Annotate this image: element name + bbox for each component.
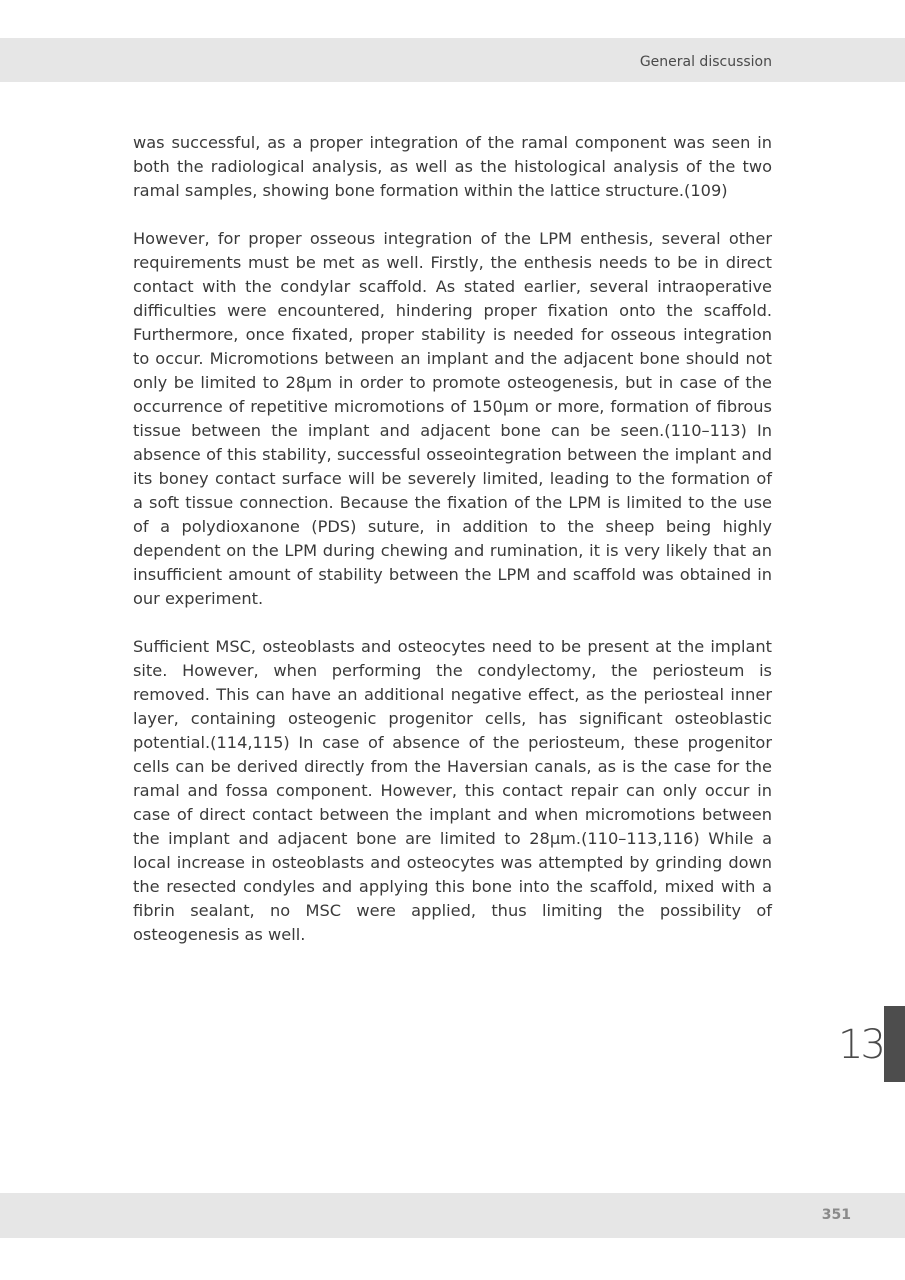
body-text <box>133 131 772 971</box>
chapter-number: 13 <box>838 1022 883 1068</box>
paragraph-3: Sufficient MSC, osteoblasts and osteocytes need to be present at the implant site. However, when performing the condylectomy, the periosteum is removed. This can have an additional negative effect, as the periosteal inner layer, containing osteogenic progenitor cells, has significant osteoblastic potential.(114,115) In case of absence of the periosteum, these progenitor cells can be derived directly from the Haversian canals, as is the case for the ramal and fossa component. However, this contact repair can only occur in case of direct contact between the implant and when micromotions between the implant and adjacent bone are limited to 28µm.(110–113,116) While a local increase in osteoblasts and osteocytes was attempted by grinding down the resected condyles and applying this bone into the scaffold, mixed with a fibrin sealant, no MSC were applied, thus limiting the possibility of osteogenesis as well. <box>133 637 772 944</box>
paragraph-1: was successful, as a proper integration of the ramal component was seen in both the radiological analysis, as well as the histological analysis of the two ramal samples, showing bone formation within the lattice structure.(109) <box>133 133 772 200</box>
chapter-tab-marker <box>884 1006 905 1082</box>
running-head: General discussion <box>639 54 772 70</box>
page-number: 351 <box>821 1207 851 1223</box>
footer-band <box>0 1193 905 1238</box>
paragraph-2: However, for proper osseous integration of the LPM enthesis, several other requirements must be met as well. Firstly, the enthesis needs to be in direct contact with the condylar scaffold. As stated earlier, several intraoperative difficulties were encountered, hindering proper fixation onto the scaffold. Furthermore, once fixated, proper stability is needed for osseous integration to occur. Micromotions between an implant and the adjacent bone should not only be limited to 28µm in order to promote osteogenesis, but in case of the occurrence of repetitive micromotions of 150µm or more, formation of fibrous tissue between the implant and adjacent bone can be seen.(110–113) In absence of this stability, successful osseointegration between the implant and its boney contact surface will be severely limited, leading to the formation of a soft tissue connection. Because the fixation of the LPM is limited to the use of a polydioxanone (PDS) suture, in addition to the sheep being highly dependent on the LPM during chewing and rumination, it is very likely that an insufficient amount of stability between the LPM and scaffold was obtained in our experiment. <box>133 229 772 608</box>
